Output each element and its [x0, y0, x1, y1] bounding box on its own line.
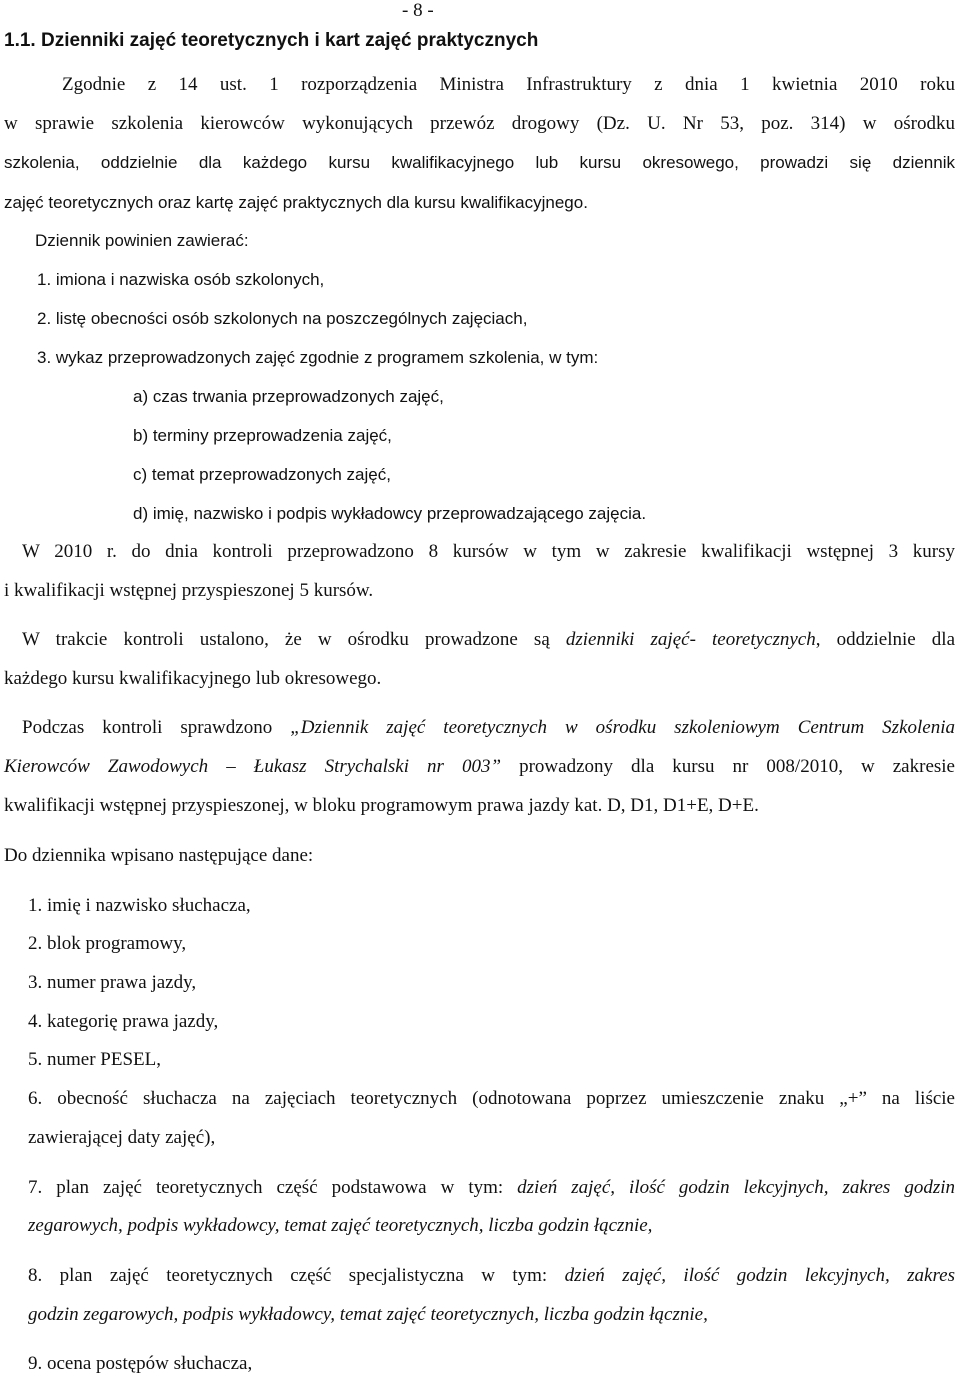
- courses-line-2: i kwalifikacji wstępnej przyspieszonej 5 kursów.: [4, 580, 374, 601]
- intro-line-2: w sprawie szkolenia kierowców wykonujących przewóz drogowy (Dz. U. Nr 53, poz. 314) w ośrodku: [4, 113, 955, 134]
- inspection-text-c: Kierowców Zawodowych – Łukasz Strychalski nr 003”: [4, 756, 502, 777]
- intro-line-1: Zgodnie z 14 ust. 1 rozporządzenia Ministra Infrastruktury z dnia 1 kwietnia 2010 roku: [62, 74, 955, 95]
- findings-text-b: dzienniki zajęć- teoretycznych: [565, 629, 816, 650]
- intro-line-4: zajęć teoretycznych oraz kartę zajęć praktycznych dla kursu kwalifikacyjnego.: [4, 193, 588, 212]
- findings-text-a: W trakcie kontroli ustalono, że w ośrodku prowadzone są: [22, 629, 566, 650]
- inspection-line-1: [22, 717, 955, 739]
- intro-line-3: szkolenia, oddzielnie dla każdego kursu kwalifikacyjnego lub kursu okresowego, prowadzi się dziennik: [4, 153, 955, 172]
- inspection-text-a: Podczas kontroli sprawdzono: [22, 717, 291, 738]
- journal-subitem-b: b) terminy przeprowadzenia zajęć,: [133, 426, 392, 445]
- page-number: - 8 -: [402, 0, 434, 21]
- journal-item-1: 1. imiona i nazwiska osób szkolonych,: [37, 270, 325, 289]
- journal-heading: Dziennik powinien zawierać:: [35, 231, 249, 250]
- journal-item-2: 2. listę obecności osób szkolonych na poszczególnych zajęciach,: [37, 309, 528, 328]
- entry-8-text-b: dzień zajęć, ilość godzin lekcyjnych, zakres: [564, 1265, 956, 1286]
- inspection-text-b: „Dziennik zajęć teoretycznych w ośrodku szkoleniowym Centrum Szkolenia: [290, 717, 955, 738]
- entry-5: 5. numer PESEL,: [28, 1049, 161, 1070]
- entry-7-line-2: [28, 1215, 652, 1237]
- inspection-line-3: kwalifikacji wstępnej przyspieszonej, w bloku programowym prawa jazdy kat. D, D1, D1+E, D+E.: [4, 795, 759, 816]
- findings-text-c: , oddzielnie dla: [815, 629, 956, 650]
- findings-line-1: [22, 629, 955, 651]
- entry-8-text-a: 8. plan zajęć teoretycznych część specjalistyczna w tym:: [28, 1265, 565, 1286]
- entry-8-line-1: [28, 1265, 955, 1287]
- entry-7-line-1: [28, 1177, 955, 1199]
- journal-subitem-c: c) temat przeprowadzonych zajęć,: [133, 465, 391, 484]
- entries-heading: Do dziennika wpisano następujące dane:: [4, 845, 314, 866]
- entry-6-line-1: 6. obecność słuchacza na zajęciach teoretycznych (odnotowana poprzez umieszczenie znaku „+” na liście: [28, 1088, 955, 1109]
- entry-2: 2. blok programowy,: [28, 933, 187, 954]
- entry-8-line-2: [28, 1304, 708, 1326]
- findings-line-2: każdego kursu kwalifikacyjnego lub okresowego.: [4, 668, 382, 689]
- entry-3: 3. numer prawa jazdy,: [28, 972, 197, 993]
- entry-6-line-2: zawierającej daty zajęć),: [28, 1127, 216, 1148]
- journal-subitem-d: d) imię, nazwisko i podpis wykładowcy przeprowadzającego zajęcia.: [133, 504, 647, 523]
- entry-7-text-b: dzień zajęć, ilość godzin lekcyjnych, zakres godzin: [517, 1177, 955, 1198]
- courses-line-1: W 2010 r. do dnia kontroli przeprowadzono 8 kursów w tym w zakresie kwalifikacji wstępnej 3 kursy: [22, 541, 955, 562]
- entry-7-text-c: zegarowych, podpis wykładowcy, temat zajęć teoretycznych, liczba godzin łącznie,: [28, 1215, 653, 1236]
- section-heading: 1.1. Dzienniki zajęć teoretycznych i kart zajęć praktycznych: [4, 30, 539, 51]
- entry-1: 1. imię i nazwisko słuchacza,: [28, 895, 251, 916]
- entry-4: 4. kategorię prawa jazdy,: [28, 1011, 219, 1032]
- inspection-text-d: prowadzony dla kursu nr 008/2010, w zakresie: [501, 756, 955, 777]
- entry-7-text-a: 7. plan zajęć teoretycznych część podstawowa w tym:: [28, 1177, 518, 1198]
- journal-item-3: 3. wykaz przeprowadzonych zajęć zgodnie z programem szkolenia, w tym:: [37, 348, 599, 367]
- entry-9: 9. ocena postępów słuchacza,: [28, 1353, 253, 1374]
- inspection-line-2: [4, 756, 955, 778]
- journal-subitem-a: a) czas trwania przeprowadzonych zajęć,: [133, 387, 444, 406]
- entry-8-text-c: godzin zegarowych, podpis wykładowcy, temat zajęć teoretycznych, liczba godzin łącznie,: [28, 1304, 708, 1325]
